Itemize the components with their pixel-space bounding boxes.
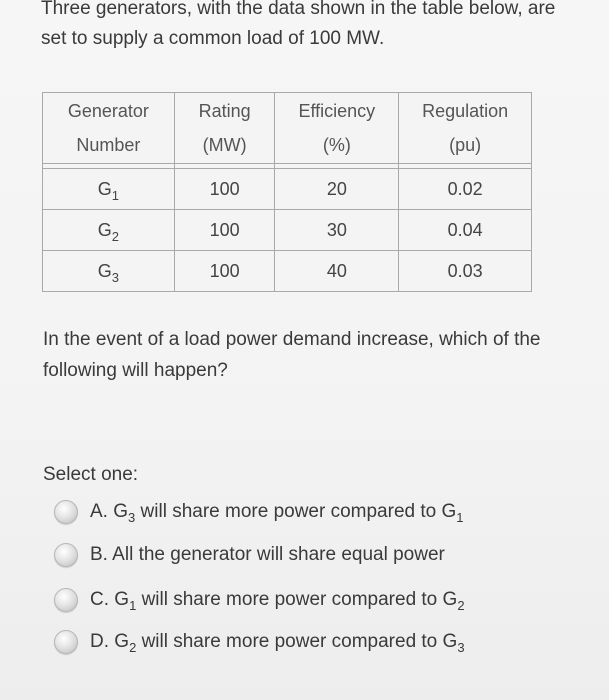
generator-cell (43, 169, 175, 210)
option-c-label[interactable] (90, 589, 465, 611)
radio-button-a[interactable] (54, 500, 78, 524)
option-a[interactable] (54, 497, 464, 527)
option-text: C. G (90, 589, 130, 610)
generator-cell (43, 251, 175, 292)
header-efficiency (275, 93, 399, 164)
generator-letter: G (97, 178, 112, 199)
rating-cell: 100 (174, 169, 275, 210)
option-d-label[interactable] (90, 631, 465, 653)
option-subscript: 3 (128, 510, 136, 525)
option-subscript: 1 (456, 510, 464, 525)
efficiency-cell: 30 (275, 210, 399, 251)
generator-data-table (42, 92, 532, 292)
option-subscript: 1 (129, 598, 137, 613)
option-subscript: 2 (457, 598, 465, 613)
header-generator-number (43, 93, 175, 164)
header-line: Generator (67, 101, 149, 121)
option-c[interactable] (54, 585, 465, 615)
regulation-cell: 0.04 (399, 210, 532, 251)
option-subscript: 3 (457, 640, 465, 655)
header-line: Efficiency (298, 101, 376, 121)
table-header-row (43, 93, 532, 164)
intro-text: Three generators, with the data shown in the table below, are set to supply a common load of 100 MW. (41, 0, 556, 49)
table-row (43, 210, 532, 251)
generator-subscript: 2 (111, 228, 119, 244)
option-subscript: 2 (129, 640, 137, 655)
header-line: Regulation (422, 101, 509, 121)
efficiency-cell: 20 (275, 169, 399, 210)
regulation-cell: 0.02 (399, 169, 532, 210)
header-regulation (399, 93, 532, 164)
option-text: will share more power compared to G (136, 589, 458, 610)
select-one-label: Select one: (43, 464, 139, 485)
regulation-cell: 0.03 (399, 251, 532, 292)
generator-cell (43, 210, 175, 251)
header-line: Number (76, 135, 141, 155)
rating-cell: 100 (174, 251, 275, 292)
option-text: will share more power compared to G (136, 631, 458, 652)
option-b-label[interactable]: B. All the generator will share equal power (90, 544, 445, 565)
generator-letter: G (97, 219, 112, 240)
header-line: (MW) (202, 135, 247, 155)
header-line: (pu) (449, 135, 482, 155)
radio-button-b[interactable] (54, 543, 78, 567)
header-line: (%) (322, 135, 351, 155)
efficiency-cell: 40 (275, 251, 399, 292)
option-b[interactable] (54, 540, 445, 570)
radio-button-d[interactable] (54, 630, 78, 654)
radio-button-c[interactable] (54, 588, 78, 612)
option-d[interactable] (54, 627, 465, 657)
header-line: Rating (198, 101, 251, 121)
option-text: will share more power compared to G (135, 501, 457, 522)
table-row (43, 251, 532, 292)
table-row (43, 169, 532, 210)
option-a-label[interactable] (90, 501, 464, 523)
option-text: D. G (90, 631, 130, 652)
header-rating (174, 93, 275, 164)
rating-cell: 100 (174, 210, 275, 251)
generator-subscript: 1 (111, 187, 119, 203)
option-text: A. G (90, 501, 129, 522)
generator-subscript: 3 (111, 269, 119, 285)
generator-letter: G (97, 260, 112, 281)
question-text: In the event of a load power demand increase, which of the following will happen? (43, 329, 541, 381)
